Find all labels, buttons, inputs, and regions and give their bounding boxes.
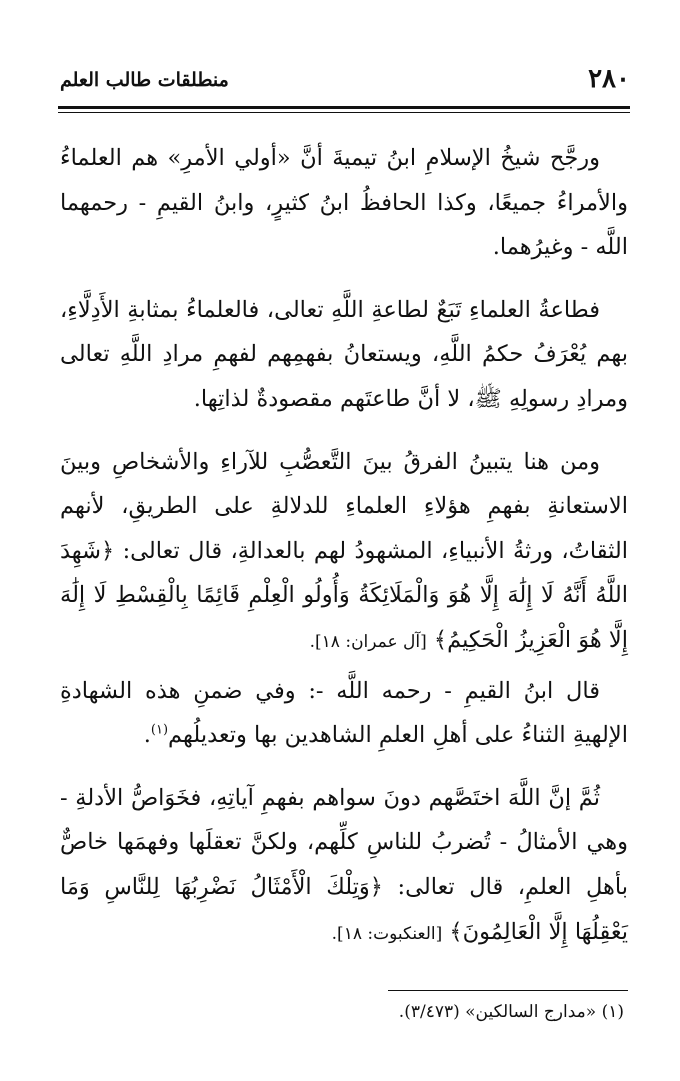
footnote-rule	[388, 990, 628, 991]
paragraph-text: قال ابنُ القيمِ - رحمه اللَّه -: وفي ضمنِ هذه الشهادةِ الإلهيةِ الثناءُ على أهلِ العلمِ الشاهدين بها وتعديلُهم	[60, 677, 628, 749]
page-number: ٢٨٠	[588, 64, 630, 94]
header-rule-thick	[58, 106, 630, 109]
footnote-marker[interactable]: (١)	[150, 722, 169, 738]
footnote: (١) «مدارج السالكين» (٣/٤٧٣).	[398, 1002, 624, 1022]
quran-verse: ﴿وَتِلْكَ الْأَمْثَالُ نَضْرِبُهَا لِلنَّاسِ وَمَا يَعْقِلُهَا إِلَّا الْعَالِمُونَ﴾	[60, 873, 628, 945]
header-rule-thin	[58, 112, 630, 113]
paragraph-5	[60, 776, 628, 956]
paragraph-4	[60, 669, 628, 758]
paragraph-3	[60, 440, 628, 665]
paragraph-1	[60, 136, 628, 270]
running-title: منطلقات طالب العلم	[60, 69, 229, 91]
page-header	[60, 62, 630, 102]
sentence-end: .	[143, 722, 151, 749]
quran-verse: ﴿شَهِدَ اللَّهُ أَنَّهُ لَا إِلَٰهَ إِلَّا هُوَ وَالْمَلَائِكَةُ وَأُولُو الْعِلْمِ قَائِمًا بِالْقِسْطِ لَا إِلَٰهَ إِلَّا هُوَ الْعَزِيزُ الْحَكِيمُ﴾	[60, 537, 628, 653]
verse-reference: [آل عمران: ١٨].	[309, 631, 427, 652]
paragraph-text: ثُمَّ إنَّ اللَّهَ اختَصَّهم دونَ سواهم بفهمِ آياتِهِ، فخَوَاصُّ الأدلةِ - وهي الأمثالُ - تُضربُ للناسِ كلِّهم، ولكنَّ تعقلَها وفهمَها خاصٌّ بأهلِ العلمِ، قال تعالى:	[60, 784, 629, 900]
paragraph-2	[60, 288, 628, 422]
verse-reference: [العنكبوت: ١٨].	[331, 923, 443, 944]
main-text	[60, 136, 628, 974]
paragraph-text: فطاعةُ العلماءِ تَبَعٌ لطاعةِ اللَّهِ تعالى، فالعلماءُ بمثابةِ الأَدِلَّاءِ، بهم يُعْرَفُ حكمُ اللَّهِ، ويستعانُ بفهمِهم لفهمِ مرادِ اللَّهِ تعالى ومرادِ رسولِهِ ﷺ، لا أنَّ طاعتَهم مقصودةٌ لذاتِها.	[60, 296, 628, 412]
paragraph-text: ومن هنا يتبينُ الفرقُ بينَ التَّعصُّبِ للآراءِ والأشخاصِ وبينَ الاستعانةِ بفهمِ هؤلاءِ العلماءِ للدلالةِ على الطريقِ، لأنهم الثقاتُ، ورثةُ الأنبياءِ، المشهودُ لهم بالعدالةِ، قال تعالى:	[60, 448, 628, 564]
paragraph-text: ورجَّح شيخُ الإسلامِ ابنُ تيميةَ أنَّ «أولي الأمرِ» هم العلماءُ والأمراءُ جميعًا، وكذا الحافظُ ابنُ كثيرٍ، وابنُ القيمِ - رحمهما اللَّه - وغيرُهما.	[60, 145, 628, 261]
